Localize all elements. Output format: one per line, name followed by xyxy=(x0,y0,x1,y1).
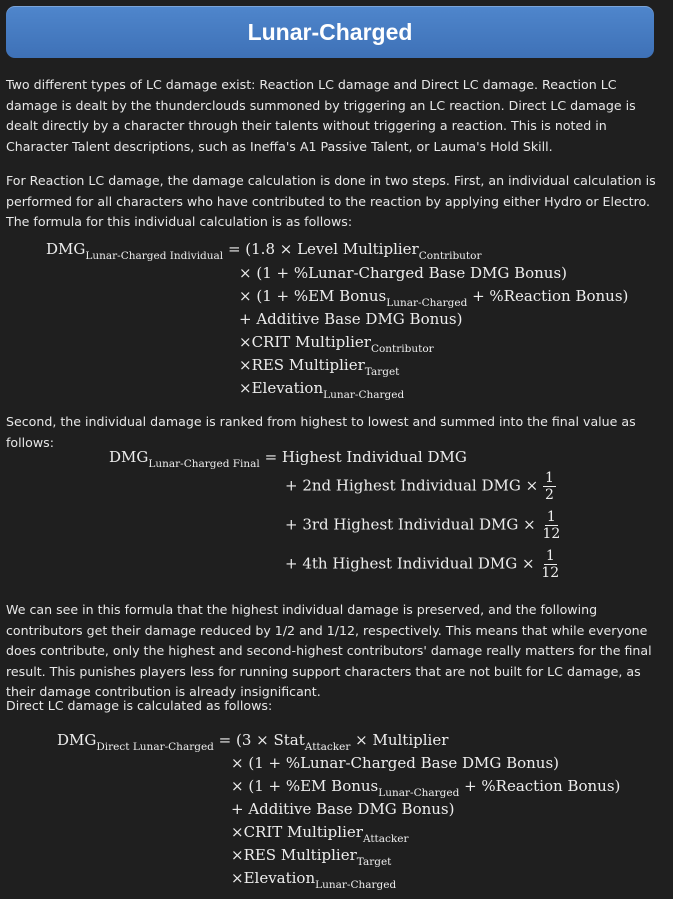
formula-subscript: Lunar-Charged xyxy=(378,787,460,799)
formula-term: + %Reaction Bonus) xyxy=(467,287,629,305)
formula-direct-line-2 xyxy=(231,754,559,772)
formula-term: × (1 + %EM Bonus xyxy=(231,777,379,795)
formula-subscript: Attacker xyxy=(304,741,351,753)
formula-lhs: DMG xyxy=(46,240,86,258)
formula-subscript: Lunar-Charged xyxy=(323,389,405,401)
formula-term: ×RES Multiplier xyxy=(231,846,357,864)
paragraph-lc-types: Two different types of LC damage exist: Reaction LC damage and Direct LC damage. Reaction LC damage is dealt by the thunderclouds summoned by triggering an LC reaction. Direct LC damage is dealt directly by a character through their talents without triggering a reaction. This is noted in Character Talent descriptions, such as Ineffa's A1 Passive Talent, or Lauma's Hold Skill. xyxy=(6,77,636,154)
fraction-denominator: 12 xyxy=(542,526,561,542)
formula-individual-line-4 xyxy=(239,310,462,328)
paragraph-ranking: Second, the individual damage is ranked from highest to lowest and summed into the final value as follows: xyxy=(6,414,636,450)
formula-final-line-4 xyxy=(285,548,561,581)
formula-subscript: Contributor xyxy=(370,343,434,355)
formula-subscript: Contributor xyxy=(418,250,482,262)
formula-individual-line-3 xyxy=(239,287,629,309)
fraction-numerator: 1 xyxy=(546,509,556,525)
formula-term: ×RES Multiplier xyxy=(239,356,365,374)
fraction-numerator: 1 xyxy=(544,470,554,486)
formula-direct-line-3 xyxy=(231,777,621,799)
formula-subscript: Target xyxy=(356,856,392,868)
fraction-one-twelfth xyxy=(540,509,562,542)
formula-direct-line-5 xyxy=(231,823,409,845)
formula-individual xyxy=(46,240,646,405)
formula-term: + Additive Base DMG Bonus) xyxy=(231,800,455,818)
formula-subscript: Lunar-Charged xyxy=(315,879,397,891)
formula-term: + 4th Highest Individual DMG × xyxy=(285,554,535,573)
formula-term: ×Elevation xyxy=(231,869,316,887)
formula-lhs: DMG xyxy=(109,448,149,466)
formula-individual-line-7 xyxy=(239,379,405,401)
fraction-denominator: 12 xyxy=(541,565,560,581)
formula-term: × (1 + %Lunar-Charged Base DMG Bonus) xyxy=(231,754,560,772)
formula-lhs-subscript: Lunar-Charged Individual xyxy=(85,250,224,262)
formula-final-line-2 xyxy=(285,470,556,503)
formula-subscript: Attacker xyxy=(362,833,409,845)
paragraph-explanation: We can see in this formula that the highest individual damage is preserved, and the following contributors get their damage reduced by 1/2 and 1/12, respectively. This means that while everyone does contribute, only the highest and second-highest contributors' damage really matters for the final result. This punishes players less for running support characters that are not built for LC damage, as their damage contribution is already insignificant. xyxy=(6,602,652,699)
formula-term: + 3rd Highest Individual DMG × xyxy=(285,515,536,534)
fraction-numerator: 1 xyxy=(545,548,555,564)
formula-individual-line-5 xyxy=(239,333,434,355)
formula-term: = (3 × Stat xyxy=(218,731,305,749)
formula-term: ×Elevation xyxy=(239,379,324,397)
formula-lhs-subscript: Lunar-Charged Final xyxy=(148,458,260,470)
formula-lhs-subscript: Direct Lunar-Charged xyxy=(96,741,214,753)
formula-individual-line-2 xyxy=(239,264,567,282)
formula-direct-line-4 xyxy=(231,800,454,818)
formula-term: × (1 + %Lunar-Charged Base DMG Bonus) xyxy=(239,264,568,282)
formula-term: × (1 + %EM Bonus xyxy=(239,287,387,305)
formula-term: + 2nd Highest Individual DMG × xyxy=(285,476,539,495)
formula-individual-line-1 xyxy=(46,240,482,262)
paragraph-direct-lc: Direct LC damage is calculated as follows: xyxy=(6,698,273,713)
formula-direct-line-6 xyxy=(231,846,392,868)
fraction-one-twelfth xyxy=(539,548,561,581)
formula-final-line-3 xyxy=(285,509,562,542)
section-header xyxy=(6,6,654,58)
formula-individual-line-6 xyxy=(239,356,400,378)
formula-direct-line-1 xyxy=(57,731,449,753)
formula-term: ×CRIT Multiplier xyxy=(231,823,363,841)
formula-term: = (1.8 × Level Multiplier xyxy=(227,240,419,258)
formula-term: + Additive Base DMG Bonus) xyxy=(239,310,463,328)
formula-term: ×CRIT Multiplier xyxy=(239,333,371,351)
paragraph-reaction-lc: For Reaction LC damage, the damage calculation is done in two steps. First, an individual calculation is performed for all characters who have contributed to the reaction by applying either Hydro or Electro. The formula for this individual calculation is as follows: xyxy=(6,173,656,229)
formula-term: + %Reaction Bonus) xyxy=(459,777,621,795)
formula-term: = Highest Individual DMG xyxy=(264,448,467,466)
formula-subscript: Target xyxy=(364,366,400,378)
formula-final xyxy=(109,448,569,588)
formula-subscript: Lunar-Charged xyxy=(386,297,468,309)
formula-final-line-1 xyxy=(109,448,467,470)
fraction-one-half xyxy=(543,470,556,503)
formula-direct xyxy=(57,731,657,896)
fraction-denominator: 2 xyxy=(544,487,554,503)
formula-direct-line-7 xyxy=(231,869,397,891)
section-title: Lunar-Charged xyxy=(247,18,413,45)
formula-term: × Multiplier xyxy=(350,731,449,749)
formula-lhs: DMG xyxy=(57,731,97,749)
